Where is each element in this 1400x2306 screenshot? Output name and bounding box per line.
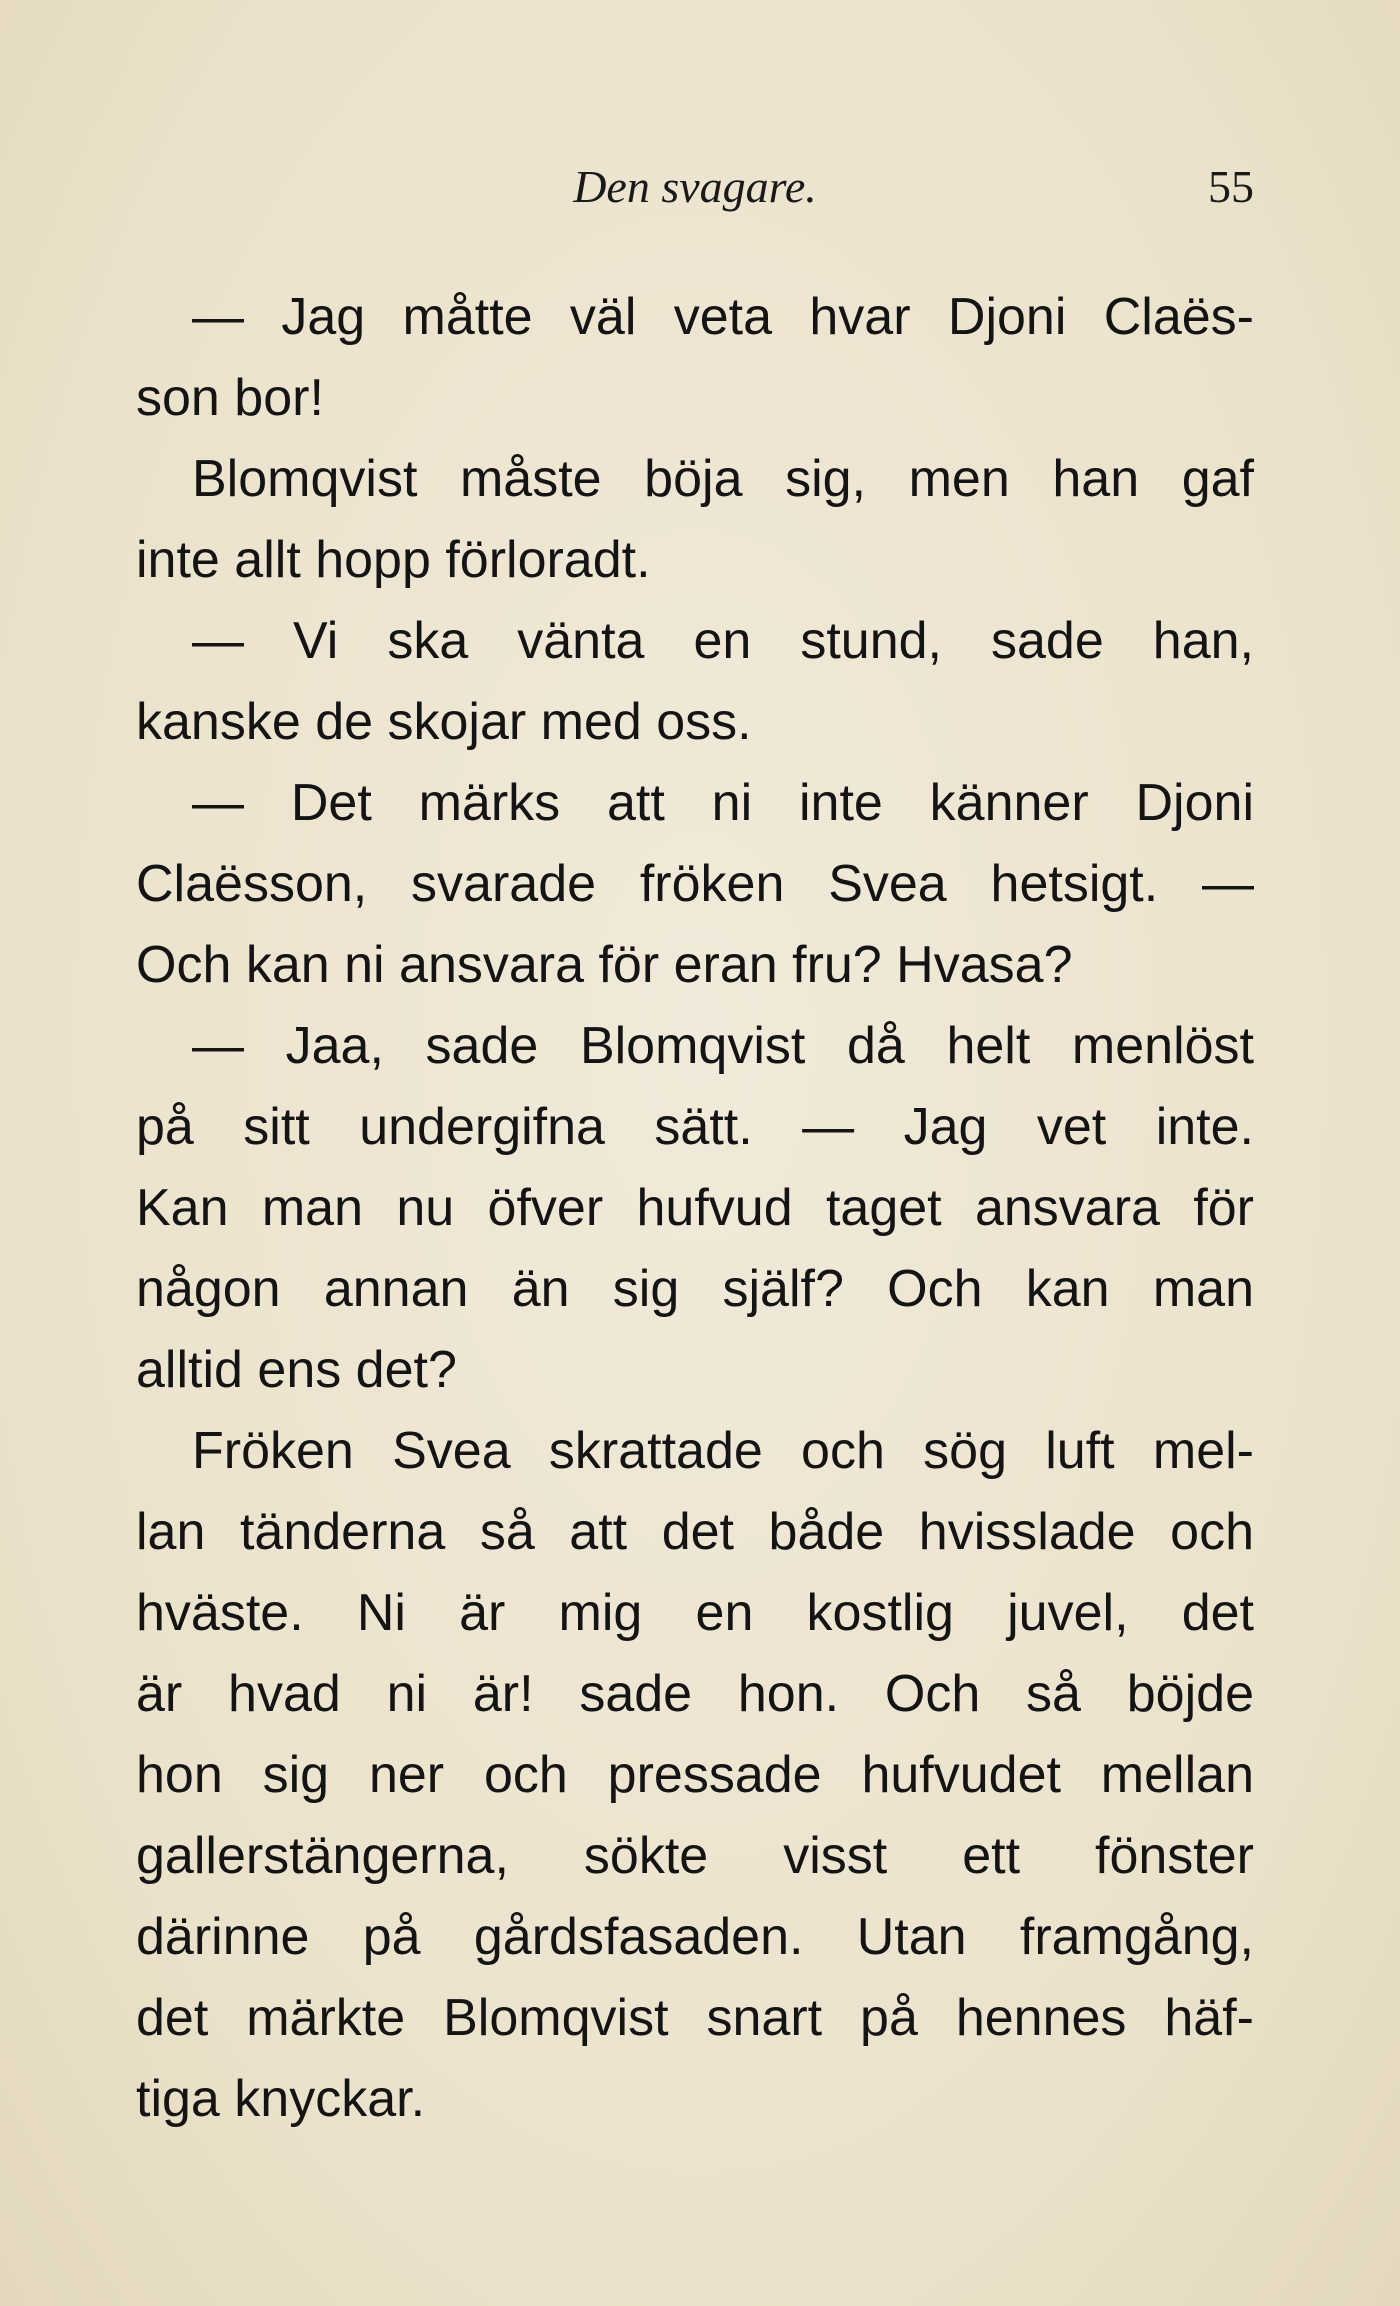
text-line: är hvad ni är! sade hon. Och så böjde [136,1665,1254,1723]
text-line: någon annan än sig själf? Och kan man [136,1260,1254,1318]
text-line: — Vi ska vänta en stund, sade han, [192,612,1254,670]
text-line: Claësson, svarade fröken Svea hetsigt. — [136,855,1254,913]
page-header [136,160,1254,220]
text-line: på sitt undergifna sätt. — Jag vet inte. [136,1098,1254,1156]
text-line: Fröken Svea skrattade och sög luft mel- [192,1422,1254,1480]
text-line: inte allt hopp förloradt. [136,531,651,589]
text-line: Kan man nu öfver hufvud taget ansvara för [136,1179,1254,1237]
text-line: Och kan ni ansvara för eran fru? Hvasa? [136,936,1073,994]
text-line: — Jaa, sade Blomqvist då helt menlöst [192,1017,1254,1075]
text-line: lan tänderna så att det både hvisslade och [136,1503,1254,1561]
page-number: 55 [1208,161,1254,212]
text-line: hon sig ner och pressade hufvudet mellan [136,1746,1254,1804]
text-line: tiga knyckar. [136,2070,426,2128]
text-line: alltid ens det? [136,1341,457,1399]
body-text [136,277,1254,2140]
text-line: det märkte Blomqvist snart på hennes häf- [136,1989,1254,2047]
text-line: — Jag måtte väl veta hvar Djoni Claës- [192,288,1254,346]
text-line: hväste. Ni är mig en kostlig juvel, det [136,1584,1254,1642]
text-line: — Det märks att ni inte känner Djoni [192,774,1254,832]
text-line: son bor! [136,369,324,427]
text-line: Blomqvist måste böja sig, men han gaf [192,450,1254,508]
running-title: Den svagare. [573,161,817,212]
text-line: gallerstängerna, sökte visst ett fönster [136,1827,1254,1885]
text-line: därinne på gårdsfasaden. Utan framgång, [136,1908,1254,1966]
text-line: kanske de skojar med oss. [136,693,752,751]
